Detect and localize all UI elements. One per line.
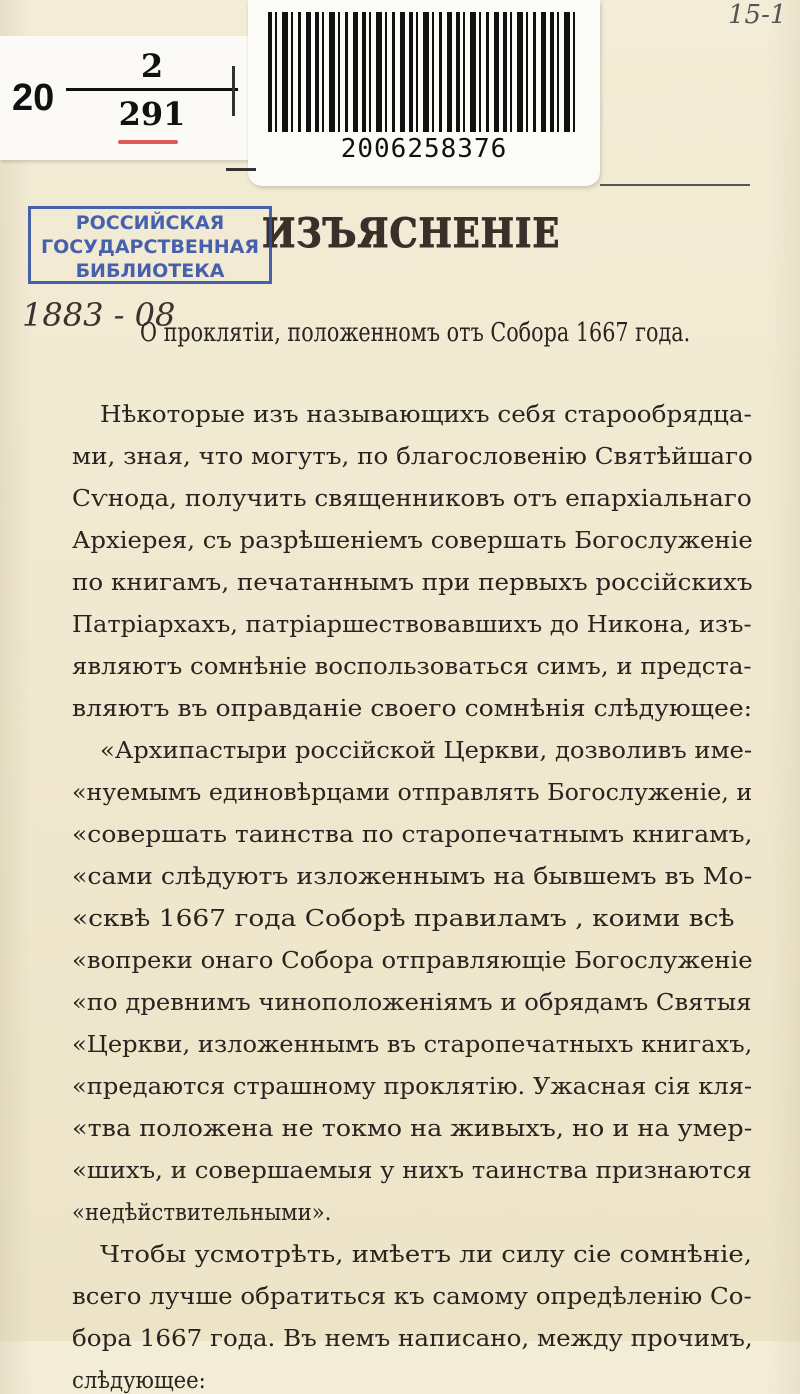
- barcode-bars: [268, 12, 580, 132]
- shelfmark-left: 20: [12, 77, 55, 119]
- text-line: бора 1667 года. Въ немъ написано, между прочимъ,: [72, 1326, 753, 1352]
- library-stamp: [28, 206, 272, 284]
- text-line: ми, зная, что могутъ, по благословенію Святѣйшаго: [72, 444, 753, 470]
- text-line: «тва положена не токмо на живыхъ, но и на умер-: [72, 1116, 753, 1142]
- text-line: Патріархахъ, патріаршествовавшихъ до Никона, изъ-: [72, 612, 752, 638]
- text-line: «сквѣ 1667 года Соборѣ правиламъ , коими всѣ: [72, 906, 735, 932]
- text-line: «по древнимъ чиноположеніямъ и обрядамъ Святыя: [72, 990, 752, 1016]
- shelfmark-bottom: 291: [118, 95, 186, 133]
- stamp-line: БИБЛИОТЕКА: [75, 260, 225, 282]
- text-line: Архіерея, съ разрѣшеніемъ совершать Богослуженіе: [72, 528, 753, 554]
- text-line: «Церкви, изложеннымъ въ старопечатныхъ книгахъ,: [72, 1032, 753, 1058]
- decorative-rule: [226, 168, 256, 171]
- shelfmark-divider: [232, 66, 235, 116]
- text-line: являютъ сомнѣніе воспользоваться симъ, и предста-: [72, 654, 752, 680]
- document-subtitle: О проклятіи, положенномъ отъ Собора 1667 года.: [140, 318, 691, 348]
- text-line: «сами слѣдуютъ изложеннымъ на бывшемъ въ Мо-: [72, 864, 753, 890]
- text-line: всего лучше обратиться къ самому опредѣленію Со-: [72, 1284, 752, 1310]
- corner-pencil-note: 15-1: [728, 0, 787, 30]
- shelfmark-top: 2: [140, 47, 164, 85]
- text-line: Чтобы усмотрѣть, имѣетъ ли силу сіе сомнѣніе,: [100, 1242, 753, 1268]
- text-line: «вопреки онаго Собора отправляющіе Богослуженіе: [72, 948, 753, 974]
- text-line: по книгамъ, печатаннымъ при первыхъ россійскихъ: [72, 570, 753, 596]
- text-line: «Архипастыри россійской Церкви, дозволивъ име-: [100, 738, 753, 764]
- text-line: «нуемымъ единовѣрцами отправлять Богослуженіе, и: [72, 780, 753, 806]
- text-line: «шихъ, и совершаемыя у нихъ таинства признаются: [72, 1158, 752, 1184]
- stamp-line: РОССИЙСКАЯ: [75, 212, 225, 234]
- text-line: Сѵнода, получить священниковъ отъ епархіальнаго: [72, 486, 752, 512]
- stamp-line: ГОСУДАРСТВЕННАЯ: [41, 236, 259, 258]
- text-line: вляютъ въ оправданіе своего сомнѣнія слѣдующее:: [72, 696, 753, 722]
- shelfmark-rule: [66, 88, 238, 91]
- text-line: «совершать таинства по старопечатнымъ книгамъ,: [72, 822, 753, 848]
- text-line: «недѣйствительными».: [72, 1200, 332, 1226]
- decorative-rule-right: [600, 184, 750, 186]
- red-underline-mark: [118, 140, 178, 144]
- handwritten-date: 1883 - 08: [22, 296, 176, 334]
- text-line: слѣдующее:: [72, 1368, 206, 1394]
- shelfmark-fraction: [66, 46, 238, 133]
- text-line: Нѣкоторые изъ называющихъ себя старообрядца-: [100, 402, 752, 428]
- document-title: ИЗЪЯСНЕНІЕ: [262, 210, 561, 257]
- text-line: «предаются страшному проклятію. Ужасная сія кля-: [72, 1074, 753, 1100]
- barcode-sticker: [248, 0, 600, 186]
- barcode-number: 2006258376: [340, 134, 508, 164]
